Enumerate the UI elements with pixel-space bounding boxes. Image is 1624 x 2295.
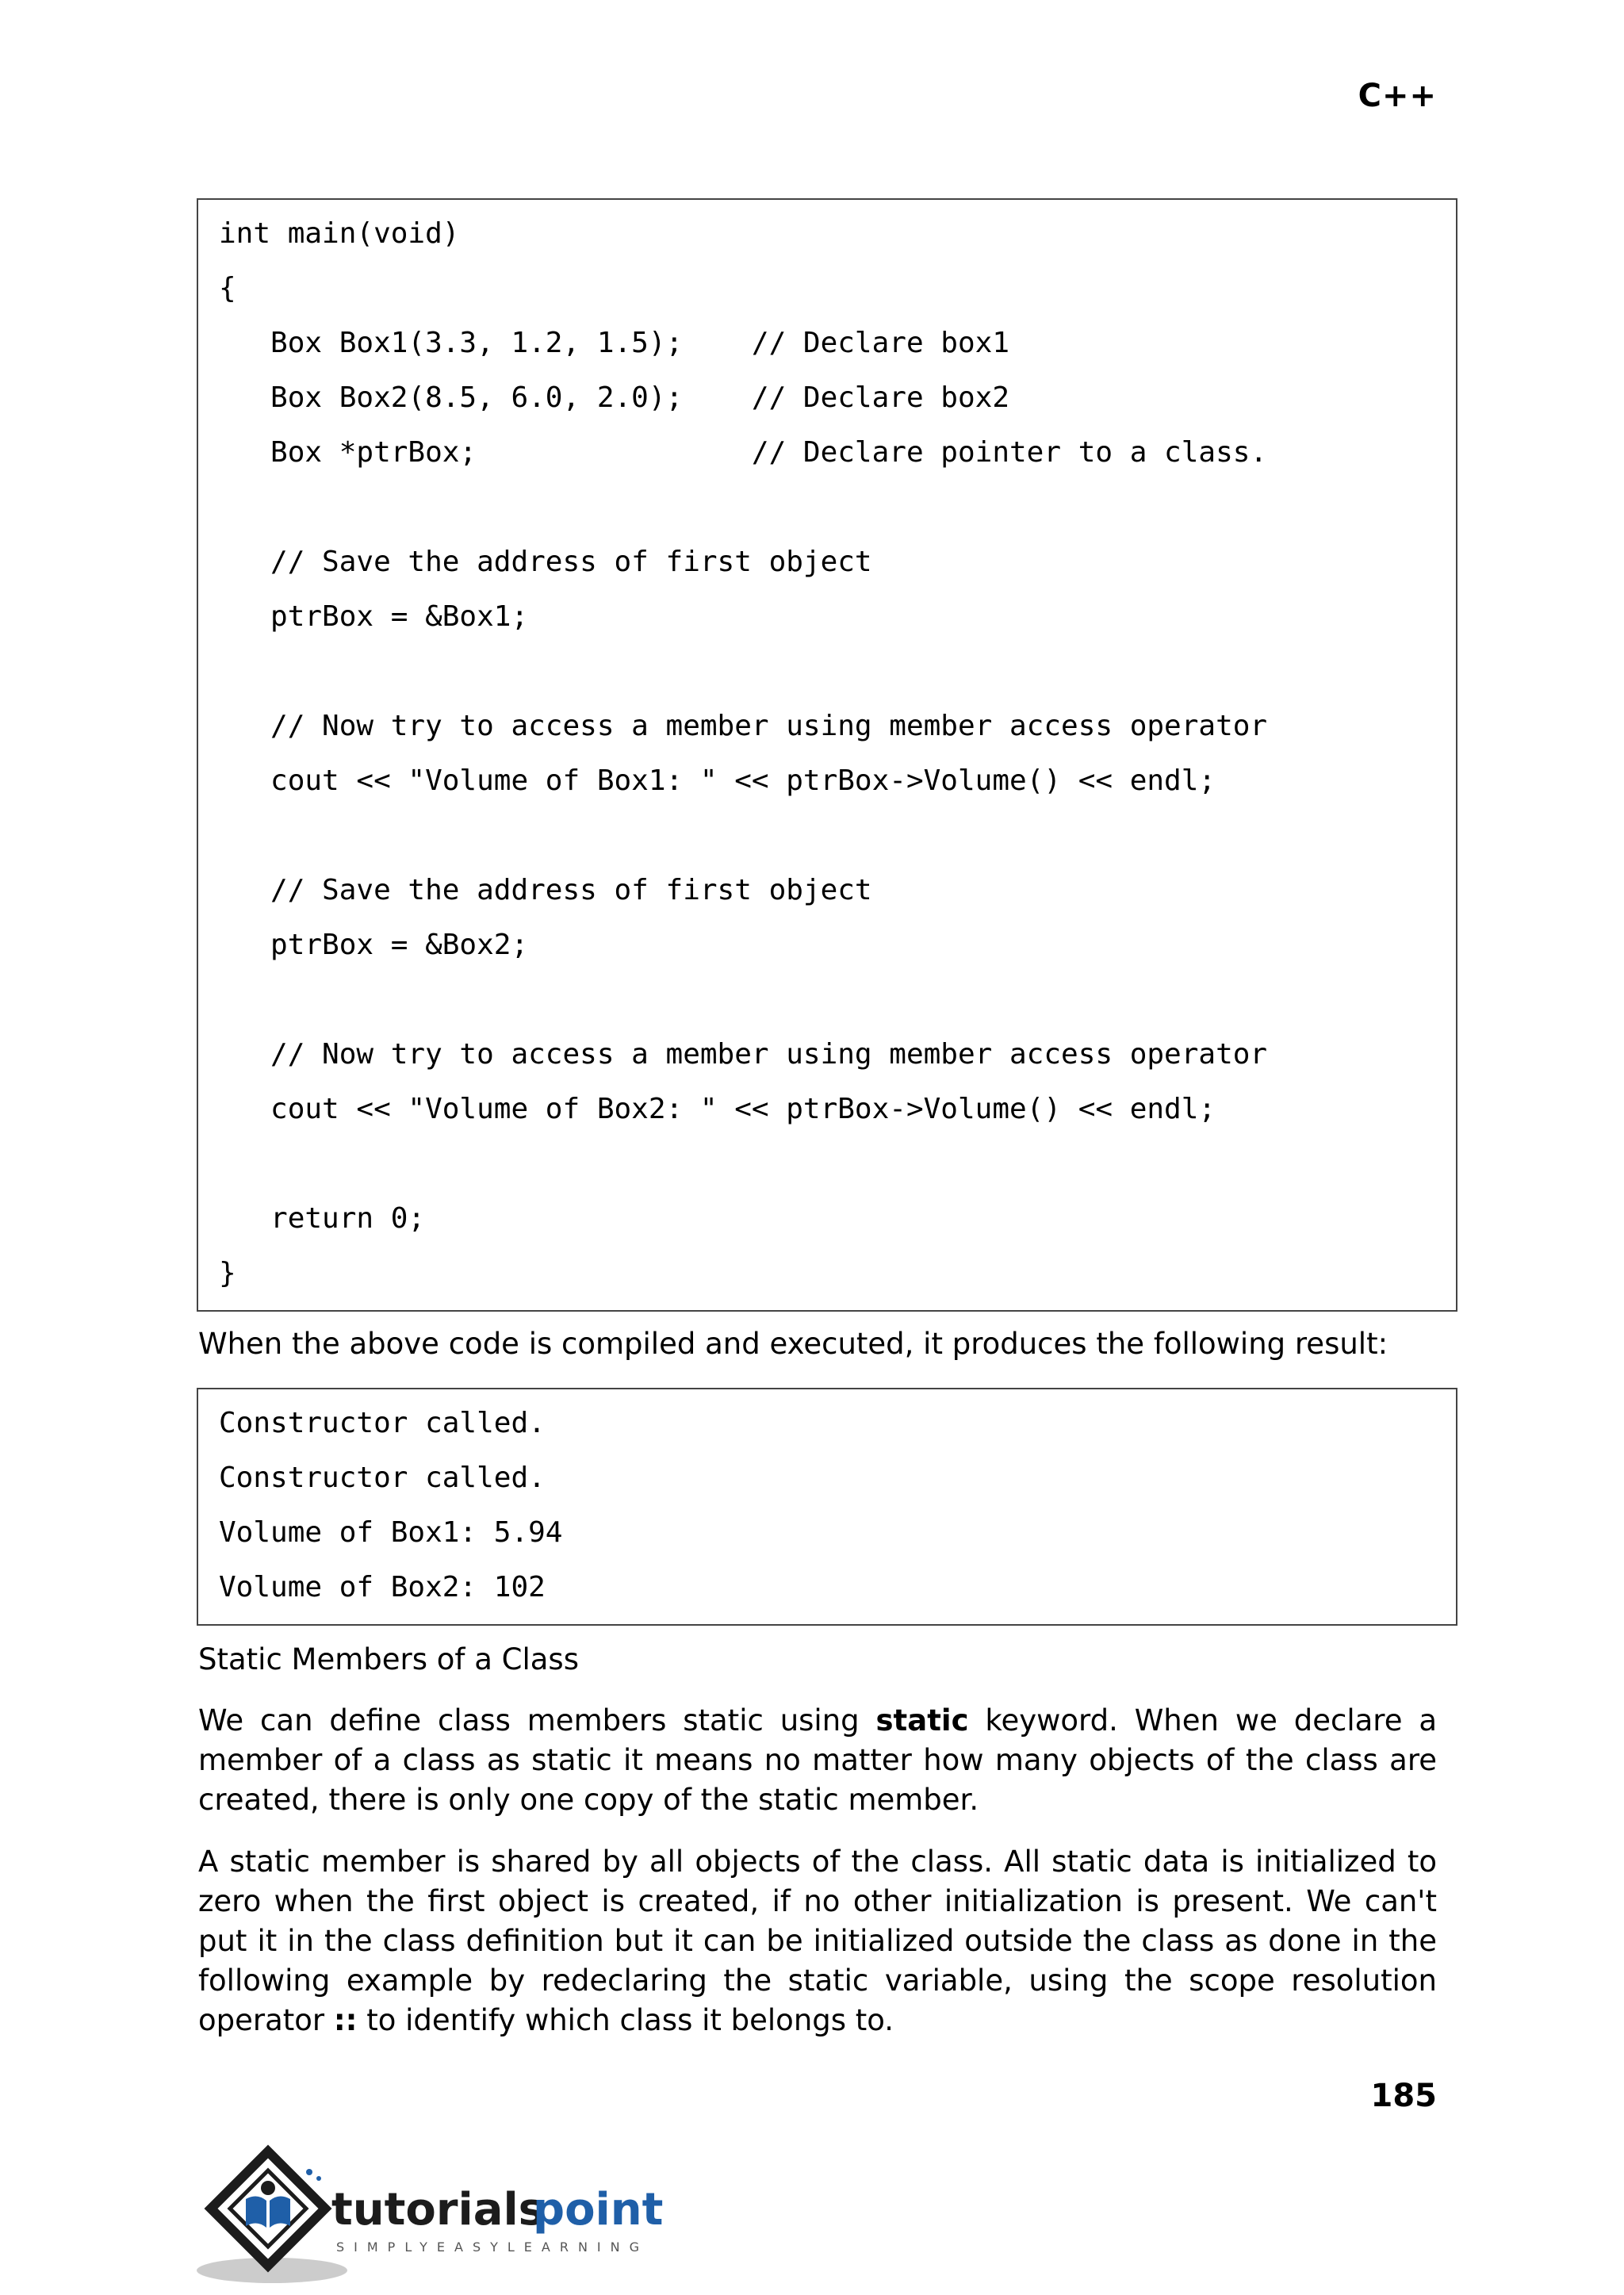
code-line: ptrBox = &Box2; [219,929,529,961]
keyword-static: static [875,1703,969,1738]
brand-tagline: SIMPLYEASYLEARNING [336,2239,649,2255]
code-line: cout << "Volume of Box1: " << ptrBox->Volume() << endl; [219,764,1216,797]
sparkle-icon [306,2169,312,2175]
tutorialspoint-logo [197,2137,688,2288]
code-line: // Now try to access a member using member access operator [219,1038,1268,1071]
book-icon [270,2196,290,2228]
code-line: cout << "Volume of Box2: " << ptrBox->Volume() << endl; [219,1093,1216,1125]
brand-text-point: point [533,2184,664,2236]
code-line: } [219,1257,236,1289]
code-line: int main(void) [219,217,460,250]
paragraph-text: to identify which class it belongs to. [357,2003,894,2037]
paragraph-static-keyword [198,1701,1437,1820]
code-line: // Now try to access a member using member access operator [219,710,1268,742]
code-line: Box *ptrBox; // Declare pointer to a class. [219,436,1268,469]
paragraph-text: We can define class members static using [198,1703,876,1738]
code-line [219,644,1456,699]
page-number: 185 [1370,2078,1437,2114]
paragraph-text: A static member is shared by all objects of the class. All static data is initialized to zero when the first object is created, if no other initialization is present. We can't put it in the class definition but it can be initialized outside the class as done in the following example by redeclaring the static variable, using the scope resolution operator [198,1845,1437,2037]
result-intro-text: When the above code is compiled and executed, it produces the following result: [198,1327,1388,1361]
code-line: return 0; [219,1202,426,1235]
paragraph-text: keyword. When we declare a member of a class as static it means no matter how many objects of the class are created, there is only one copy of the static member. [198,1703,1438,1817]
scope-operator: :: [333,2003,358,2037]
output-line: Volume of Box1: 5.94 [219,1516,563,1549]
section-heading: Static Members of a Class [198,1642,579,1676]
code-line: { [219,272,236,305]
code-line [219,808,1456,863]
output-line: Constructor called. [219,1407,546,1439]
logo-graphic [197,2137,688,2288]
code-block-output [197,1388,1457,1626]
book-icon [246,2196,266,2228]
code-block-source [197,198,1457,1312]
output-line: Constructor called. [219,1462,546,1494]
code-line: ptrBox = &Box1; [219,600,529,633]
output-line: Volume of Box2: 102 [219,1571,546,1603]
paragraph-static-member [198,1842,1437,2040]
person-icon [261,2181,275,2195]
brand-text-tutorials: tutorials [331,2184,546,2236]
code-line: Box Box1(3.3, 1.2, 1.5); // Declare box1 [219,327,1009,359]
code-line [219,480,1456,534]
sparkle-icon [316,2176,321,2181]
code-line: Box Box2(8.5, 6.0, 2.0); // Declare box2 [219,381,1009,414]
code-line [219,1136,1456,1191]
code-line [219,972,1456,1027]
page-header-title: C++ [1358,78,1437,114]
code-line: // Save the address of first object [219,546,872,578]
code-line: // Save the address of first object [219,874,872,906]
